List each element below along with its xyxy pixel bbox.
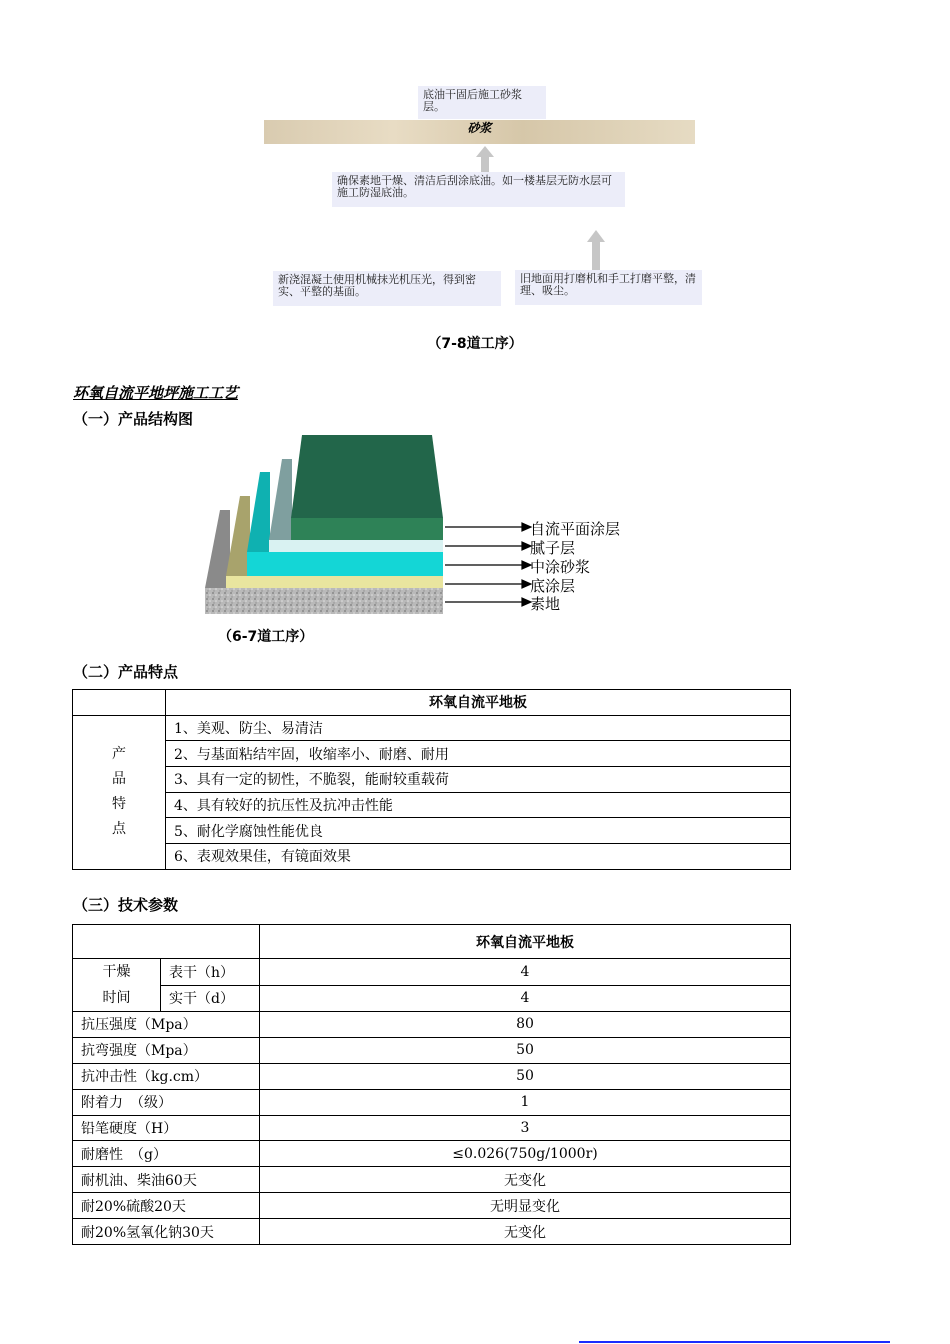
table-row xyxy=(73,1037,791,1063)
table-row xyxy=(73,690,791,716)
row-label-char: 品 xyxy=(112,771,126,788)
table-row xyxy=(73,1089,791,1115)
dry-time-label xyxy=(73,959,161,1012)
note-left: 新浇混凝土使用机械抹光机压光，得到密实、平整的基面。 xyxy=(273,271,501,306)
diagram-caption: （7-8道工序） xyxy=(427,336,523,352)
row-label-char: 点 xyxy=(112,821,126,838)
table-row xyxy=(73,844,791,870)
feature-item: 6、表观效果佳，有镜面效果 xyxy=(166,844,791,870)
param-label: 耐20%氢氧化钠30天 xyxy=(73,1219,260,1245)
table-row xyxy=(73,1141,791,1167)
param-label: 附着力 （级） xyxy=(73,1089,260,1115)
param-value: 4 xyxy=(260,959,791,986)
structure-heading: （一）产品结构图 xyxy=(73,410,194,428)
param-label: 表干（h） xyxy=(161,959,260,986)
param-value: 1 xyxy=(260,1089,791,1115)
param-value: 无变化 xyxy=(260,1167,791,1193)
dry-label-line: 干燥 xyxy=(102,964,131,980)
table-row xyxy=(73,959,791,986)
param-label: 耐磨性 （g） xyxy=(73,1141,260,1167)
features-table xyxy=(72,689,791,870)
param-label: 抗冲击性（kg.cm） xyxy=(73,1063,260,1089)
layer-label-putty: 腻子层 xyxy=(530,539,576,557)
dry-label-line: 时间 xyxy=(102,990,131,1006)
param-value: 50 xyxy=(260,1037,791,1063)
table-row xyxy=(73,792,791,818)
mortar-band xyxy=(264,120,695,144)
up-arrow-icon xyxy=(587,230,605,272)
table-row xyxy=(73,1063,791,1089)
section-title: 环氧自流平地坪施工工艺 xyxy=(73,384,239,402)
param-value: 4 xyxy=(260,985,791,1012)
param-label: 抗压强度（Mpa） xyxy=(73,1012,260,1038)
table-row xyxy=(73,985,791,1012)
up-arrow-icon xyxy=(476,146,494,172)
table-row xyxy=(73,741,791,767)
feature-item: 2、与基面粘结牢固，收缩率小、耐磨、耐用 xyxy=(166,741,791,767)
table-row xyxy=(73,1115,791,1141)
feature-item: 1、美观、防尘、易清洁 xyxy=(166,715,791,741)
row-label xyxy=(73,715,166,869)
params-heading: （三）技术参数 xyxy=(73,896,179,914)
param-value: 无变化 xyxy=(260,1219,791,1245)
table-row xyxy=(73,1012,791,1038)
note-middle: 确保素地干燥、清洁后刮涂底油。如一楼基层无防水层可施工防湿底油。 xyxy=(332,172,625,207)
param-value: 80 xyxy=(260,1012,791,1038)
param-label: 抗弯强度（Mpa） xyxy=(73,1037,260,1063)
param-label: 耐20%硫酸20天 xyxy=(73,1193,260,1219)
param-value: 无明显变化 xyxy=(260,1193,791,1219)
feature-item: 3、具有一定的韧性，不脆裂，能耐较重载荷 xyxy=(166,767,791,793)
row-label-char: 特 xyxy=(112,796,126,813)
band-label: 砂浆 xyxy=(467,121,492,135)
param-label: 实干（d） xyxy=(161,985,260,1012)
table-header: 环氧自流平地板 xyxy=(166,690,791,716)
param-value: ≤0.026(750g/1000r) xyxy=(260,1141,791,1167)
features-heading: （二）产品特点 xyxy=(73,663,179,681)
layer-label-primer: 底涂层 xyxy=(530,577,576,595)
layer-label-substrate: 素地 xyxy=(530,595,561,613)
note-right: 旧地面用打磨机和手工打磨平整，清理、吸尘。 xyxy=(515,270,702,305)
param-value: 50 xyxy=(260,1063,791,1089)
params-table xyxy=(72,924,791,1245)
row-label-char: 产 xyxy=(112,746,126,763)
layer-label-mortar: 中涂砂浆 xyxy=(530,558,591,576)
table-header: 环氧自流平地板 xyxy=(260,925,791,959)
feature-item: 4、具有较好的抗压性及抗冲击性能 xyxy=(166,792,791,818)
table-row xyxy=(73,767,791,793)
param-label: 铅笔硬度（H） xyxy=(73,1115,260,1141)
table-row xyxy=(73,925,791,959)
layer-structure-diagram xyxy=(200,430,450,620)
param-value: 3 xyxy=(260,1115,791,1141)
table-row xyxy=(73,715,791,741)
table-row xyxy=(73,1193,791,1219)
layer-arrows xyxy=(445,520,535,610)
table-row xyxy=(73,1167,791,1193)
table-row xyxy=(73,818,791,844)
structure-caption: （6-7道工序） xyxy=(218,629,314,645)
feature-item: 5、耐化学腐蚀性能优良 xyxy=(166,818,791,844)
layer-label-topcoat: 自流平面涂层 xyxy=(530,520,621,538)
table-row xyxy=(73,1219,791,1245)
footer-rule xyxy=(579,1341,890,1343)
param-label: 耐机油、柴油60天 xyxy=(73,1167,260,1193)
note-top: 底油干固后施工砂浆层。 xyxy=(418,86,546,119)
